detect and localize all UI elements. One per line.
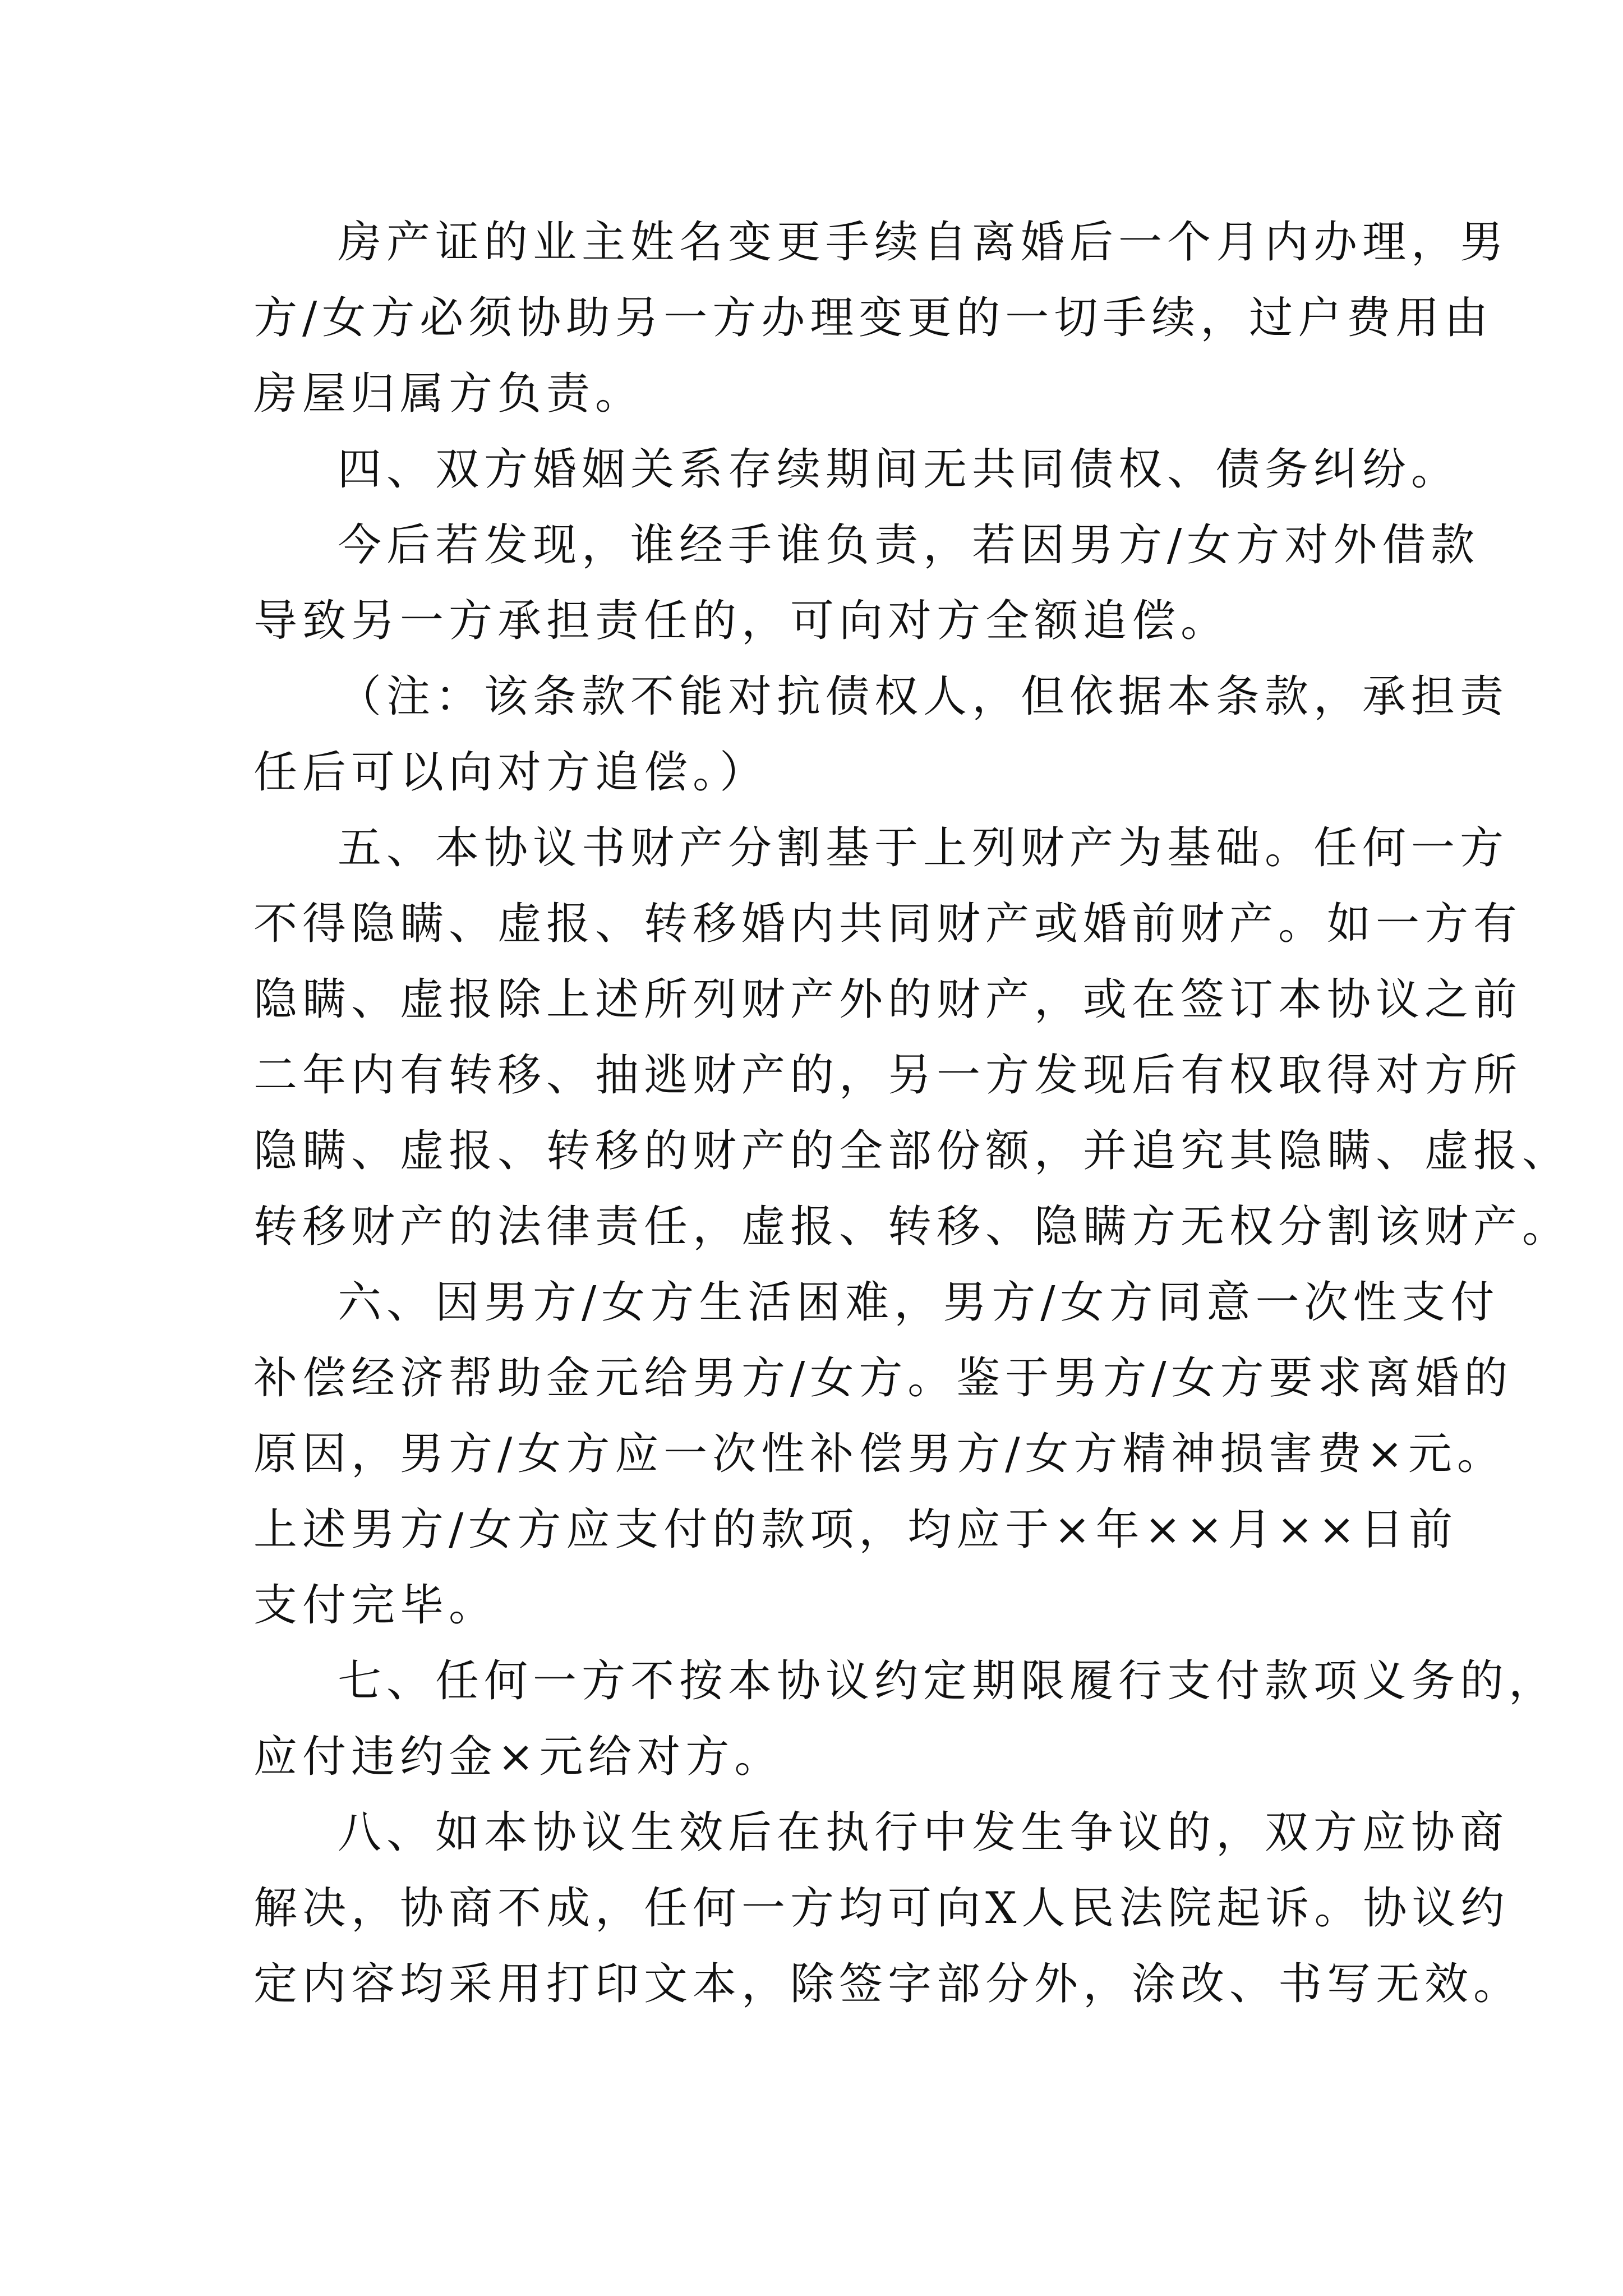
text-line (338, 209, 1509, 276)
text-line (253, 1875, 1510, 1942)
line-text: 六、因男方/女方生活困难，男方/女方同意一次性支付 (338, 1277, 1500, 1328)
text-line (253, 587, 1375, 655)
line-text: 隐瞒、虚报、转移的财产的全部份额，并追究其隐瞒、虚报、 (253, 1126, 1571, 1176)
line-text: 转移财产的法律责任，虚报、转移、隐瞒方无权分割该财产。 (253, 1202, 1571, 1252)
line-text: 原因，男方/女方应一次性补偿男方/女方精神损害费×元。 (253, 1429, 1506, 1479)
line-text: 今后若发现，谁经手谁负责，若因男方/女方对外借款 (338, 520, 1480, 570)
text-line (338, 1799, 1509, 1866)
line-text: 七、任何一方不按本协议约定期限履行支付款项义务的， (338, 1656, 1558, 1706)
text-line (253, 1723, 1375, 1791)
text-line (253, 1496, 1458, 1563)
text-line (253, 360, 1375, 427)
line-text: 房产证的业主姓名变更手续自离婚后一个月内办理，男 (338, 217, 1509, 268)
line-text: 二年内有转移、抽逃财产的，另一方发现后有权取得对方所 (253, 1050, 1523, 1101)
text-line (338, 1269, 1500, 1336)
text-line (338, 1648, 1558, 1715)
text-line (253, 1117, 1571, 1185)
text-line (253, 1345, 1513, 1412)
line-text: （注：该条款不能对抗债权人，但依据本条款，承担责 (338, 671, 1509, 722)
text-line (253, 1950, 1523, 2018)
text-line (253, 1042, 1523, 1109)
line-text: 八、如本协议生效后在执行中发生争议的，双方应协商 (338, 1807, 1509, 1858)
line-text: 补偿经济帮助金元给男方/女方。鉴于男方/女方要求离婚的 (253, 1353, 1513, 1404)
line-text: 房屋归属方负责。 (253, 369, 644, 419)
line-text: 支付完毕。 (253, 1580, 498, 1631)
text-line (253, 1572, 1375, 1639)
line-text: 应付违约金×元给对方。 (253, 1732, 783, 1782)
text-line (338, 512, 1480, 579)
text-line (253, 1420, 1506, 1488)
line-text: 四、双方婚姻关系存续期间无共同债权、债务纠纷。 (338, 444, 1460, 495)
line-text: 任后可以向对方追偿。） (253, 747, 769, 798)
text-line (338, 663, 1509, 730)
line-text: 隐瞒、虚报除上述所列财产外的财产，或在签订本协议之前 (253, 974, 1523, 1025)
line-text: 解决，协商不成，任何一方均可向X人民法院起诉。协议约 (253, 1883, 1510, 1934)
line-text: 上述男方/女方应支付的款项，均应于×年××月××日前 (253, 1504, 1458, 1555)
text-line (338, 815, 1509, 882)
line-text: 导致另一方承担责任的，可向对方全额追偿。 (253, 596, 1230, 646)
text-line (253, 966, 1523, 1033)
line-text: 不得隐瞒、虚报、转移婚内共同财产或婚前财产。如一方有 (253, 899, 1523, 949)
text-line (253, 739, 1375, 806)
line-text: 方/女方必须协助另一方办理变更的一切手续，过户费用由 (253, 293, 1493, 343)
text-line (338, 436, 1460, 503)
line-text: 定内容均采用打印文本，除签字部分外，涂改、书写无效。 (253, 1959, 1523, 2009)
text-line (253, 890, 1523, 958)
text-line (253, 284, 1493, 352)
text-line (253, 1193, 1571, 1260)
line-text: 五、本协议书财产分割基于上列财产为基础。任何一方 (338, 823, 1509, 873)
